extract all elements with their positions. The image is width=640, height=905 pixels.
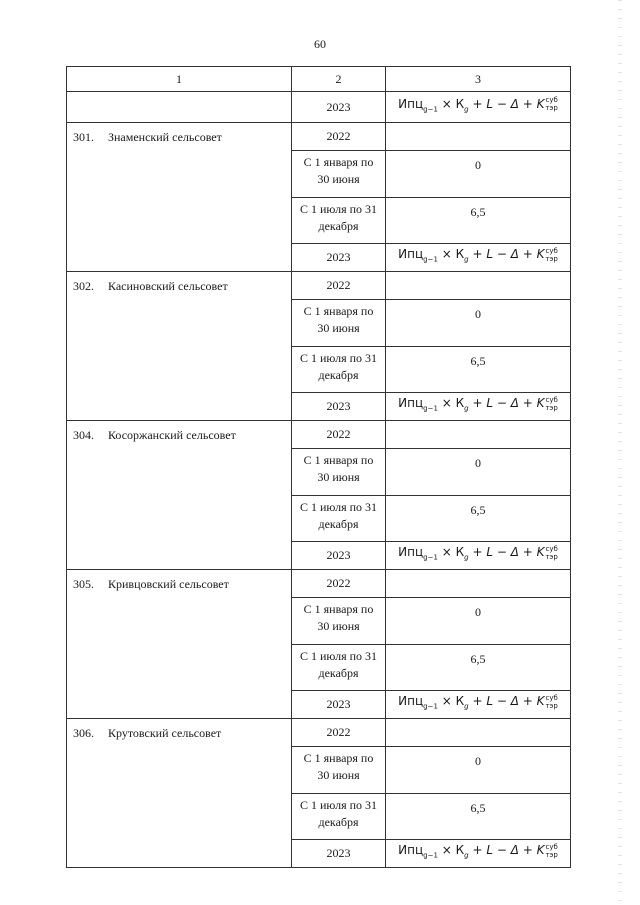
settlement-cell	[67, 719, 292, 868]
column-header-2: 2	[292, 67, 386, 92]
settlement-name: Крутовский сельсовет	[108, 726, 222, 740]
period-cell	[292, 747, 386, 794]
year-cell: 2022	[292, 570, 386, 598]
formula-cell	[386, 393, 571, 421]
formula-k: К	[455, 96, 465, 111]
period-cell	[292, 300, 386, 347]
value-cell: 0	[386, 300, 571, 347]
settlement-cell	[67, 421, 292, 570]
year-cell: 2023	[292, 92, 386, 123]
period-line: 30 июня	[317, 172, 360, 186]
formula-rest: + L − Δ +	[472, 694, 537, 709]
settlement-cell	[67, 570, 292, 719]
formula-rest: + L − Δ +	[472, 396, 537, 411]
year-cell: 2022	[292, 719, 386, 747]
formula-base: Ипц	[398, 694, 424, 709]
formula-k: К	[455, 396, 465, 411]
continuation-row	[67, 92, 571, 123]
formula-cell	[386, 691, 571, 719]
value-cell: 6,5	[386, 794, 571, 840]
formula-base: Ипц	[398, 247, 424, 262]
value-cell: 0	[386, 151, 571, 198]
formula-kk: K	[536, 96, 545, 111]
formula-k: К	[455, 843, 465, 858]
formula-base-sub: g−1	[423, 404, 438, 413]
period-line: С 1 января по	[303, 602, 374, 616]
period-cell	[292, 598, 386, 645]
settlement-name: Кривцовский сельсовет	[108, 577, 229, 591]
formula-cell	[386, 840, 571, 868]
formula-kk-indices	[545, 545, 557, 561]
empty-cell	[67, 92, 292, 123]
formula-k: К	[455, 247, 465, 262]
page-number: 60	[314, 37, 326, 51]
formula-rest: + L − Δ +	[472, 96, 537, 111]
formula-kk-sup: суб	[545, 693, 558, 702]
formula-kk-indices	[545, 396, 557, 412]
period-line: С 1 января по	[303, 304, 374, 318]
table-row	[67, 123, 571, 151]
formula-base-sub: g−1	[423, 851, 438, 860]
period-line: 30 июня	[317, 470, 360, 484]
period-cell	[292, 347, 386, 393]
period-cell	[292, 645, 386, 691]
year-cell: 2023	[292, 542, 386, 570]
scan-margin-marks	[618, 0, 622, 905]
period-line: 30 июня	[317, 321, 360, 335]
period-line: С 1 июля по 31	[299, 351, 378, 365]
formula-times: ×	[441, 843, 452, 858]
period-cell	[292, 151, 386, 198]
period-cell	[292, 449, 386, 496]
formula-kk-indices	[545, 843, 557, 859]
formula-k-sub: g	[464, 851, 469, 860]
table-row	[67, 570, 571, 598]
period-line: С 1 января по	[303, 751, 374, 765]
value-cell: 6,5	[386, 347, 571, 393]
year-cell: 2022	[292, 272, 386, 300]
period-line: С 1 января по	[303, 155, 374, 169]
formula-k-sub: g	[464, 702, 469, 711]
formula-times: ×	[441, 545, 452, 560]
column-header-1: 1	[67, 67, 292, 92]
formula-kk-sub: тэр	[545, 403, 558, 412]
settlement-name: Косоржанский сельсовет	[108, 428, 236, 442]
formula-kk-sup: суб	[545, 96, 558, 105]
table-header-row	[67, 67, 571, 92]
formula-kk-indices	[545, 694, 557, 710]
formula-times: ×	[441, 396, 452, 411]
value-cell: 0	[386, 449, 571, 496]
period-line: декабря	[318, 815, 359, 829]
period-line: 30 июня	[317, 768, 360, 782]
formula-base-sub: g−1	[423, 702, 438, 711]
formula-kk-indices	[545, 247, 557, 263]
formula-times: ×	[441, 694, 452, 709]
empty-cell	[386, 421, 571, 449]
formula-kk-sub: тэр	[545, 254, 558, 263]
formula-kk-sup: суб	[545, 544, 558, 553]
formula-kk: K	[536, 694, 545, 709]
formula-base: Ипц	[398, 545, 424, 560]
period-line: 30 июня	[317, 619, 360, 633]
empty-cell	[386, 570, 571, 598]
empty-cell	[386, 719, 571, 747]
formula-kk-sub: тэр	[545, 701, 558, 710]
year-cell: 2023	[292, 244, 386, 272]
value-cell: 6,5	[386, 198, 571, 244]
settlement-number: 305.	[73, 577, 94, 591]
table-row	[67, 272, 571, 300]
period-line: декабря	[318, 666, 359, 680]
settlement-number: 301.	[73, 130, 94, 144]
period-line: декабря	[318, 517, 359, 531]
settlement-number: 304.	[73, 428, 94, 442]
tariff-table	[66, 66, 571, 868]
formula-base: Ипц	[398, 396, 424, 411]
formula-k: К	[455, 545, 465, 560]
formula-base: Ипц	[398, 96, 424, 111]
year-cell: 2023	[292, 393, 386, 421]
settlement-name: Знаменский сельсовет	[108, 130, 222, 144]
period-line: С 1 июля по 31	[299, 500, 378, 514]
formula-times: ×	[441, 96, 452, 111]
period-line: С 1 июля по 31	[299, 649, 378, 663]
formula-kk-indices	[545, 96, 557, 112]
column-header-3: 3	[386, 67, 571, 92]
empty-cell	[386, 123, 571, 151]
period-cell	[292, 794, 386, 840]
formula-rest: + L − Δ +	[472, 843, 537, 858]
formula-base-sub: g−1	[423, 105, 438, 114]
settlement-name: Касиновский сельсовет	[108, 279, 228, 293]
formula-kk-sup: суб	[545, 395, 558, 404]
value-cell: 6,5	[386, 645, 571, 691]
formula-kk-sub: тэр	[545, 104, 558, 113]
formula-rest: + L − Δ +	[472, 247, 537, 262]
period-line: С 1 июля по 31	[299, 202, 378, 216]
table-row	[67, 719, 571, 747]
formula-base-sub: g−1	[423, 553, 438, 562]
value-cell: 0	[386, 747, 571, 794]
settlement-number: 302.	[73, 279, 94, 293]
value-cell: 0	[386, 598, 571, 645]
period-line: С 1 июля по 31	[299, 798, 378, 812]
period-line: декабря	[318, 219, 359, 233]
year-cell: 2022	[292, 421, 386, 449]
formula-kk: K	[536, 396, 545, 411]
formula-k-sub: g	[464, 255, 469, 264]
period-cell	[292, 198, 386, 244]
formula-kk-sub: тэр	[545, 850, 558, 859]
formula-times: ×	[441, 247, 452, 262]
formula-kk-sup: суб	[545, 246, 558, 255]
formula-k-sub: g	[464, 553, 469, 562]
settlement-cell	[67, 272, 292, 421]
formula-base: Ипц	[398, 843, 424, 858]
formula-kk: K	[536, 843, 545, 858]
period-line: декабря	[318, 368, 359, 382]
value-cell: 6,5	[386, 496, 571, 542]
formula-kk-sup: суб	[545, 842, 558, 851]
settlement-cell	[67, 123, 292, 272]
year-cell: 2023	[292, 691, 386, 719]
formula-kk: K	[536, 545, 545, 560]
formula-k-sub: g	[464, 105, 469, 114]
formula-rest: + L − Δ +	[472, 545, 537, 560]
table-row	[67, 421, 571, 449]
formula-cell	[386, 92, 571, 123]
settlement-number: 306.	[73, 726, 94, 740]
empty-cell	[386, 272, 571, 300]
period-cell	[292, 496, 386, 542]
year-cell: 2023	[292, 840, 386, 868]
formula-k: К	[455, 694, 465, 709]
formula-kk: K	[536, 247, 545, 262]
formula-cell	[386, 542, 571, 570]
formula-cell	[386, 244, 571, 272]
formula-kk-sub: тэр	[545, 552, 558, 561]
year-cell: 2022	[292, 123, 386, 151]
period-line: С 1 января по	[303, 453, 374, 467]
formula-k-sub: g	[464, 404, 469, 413]
formula-base-sub: g−1	[423, 255, 438, 264]
